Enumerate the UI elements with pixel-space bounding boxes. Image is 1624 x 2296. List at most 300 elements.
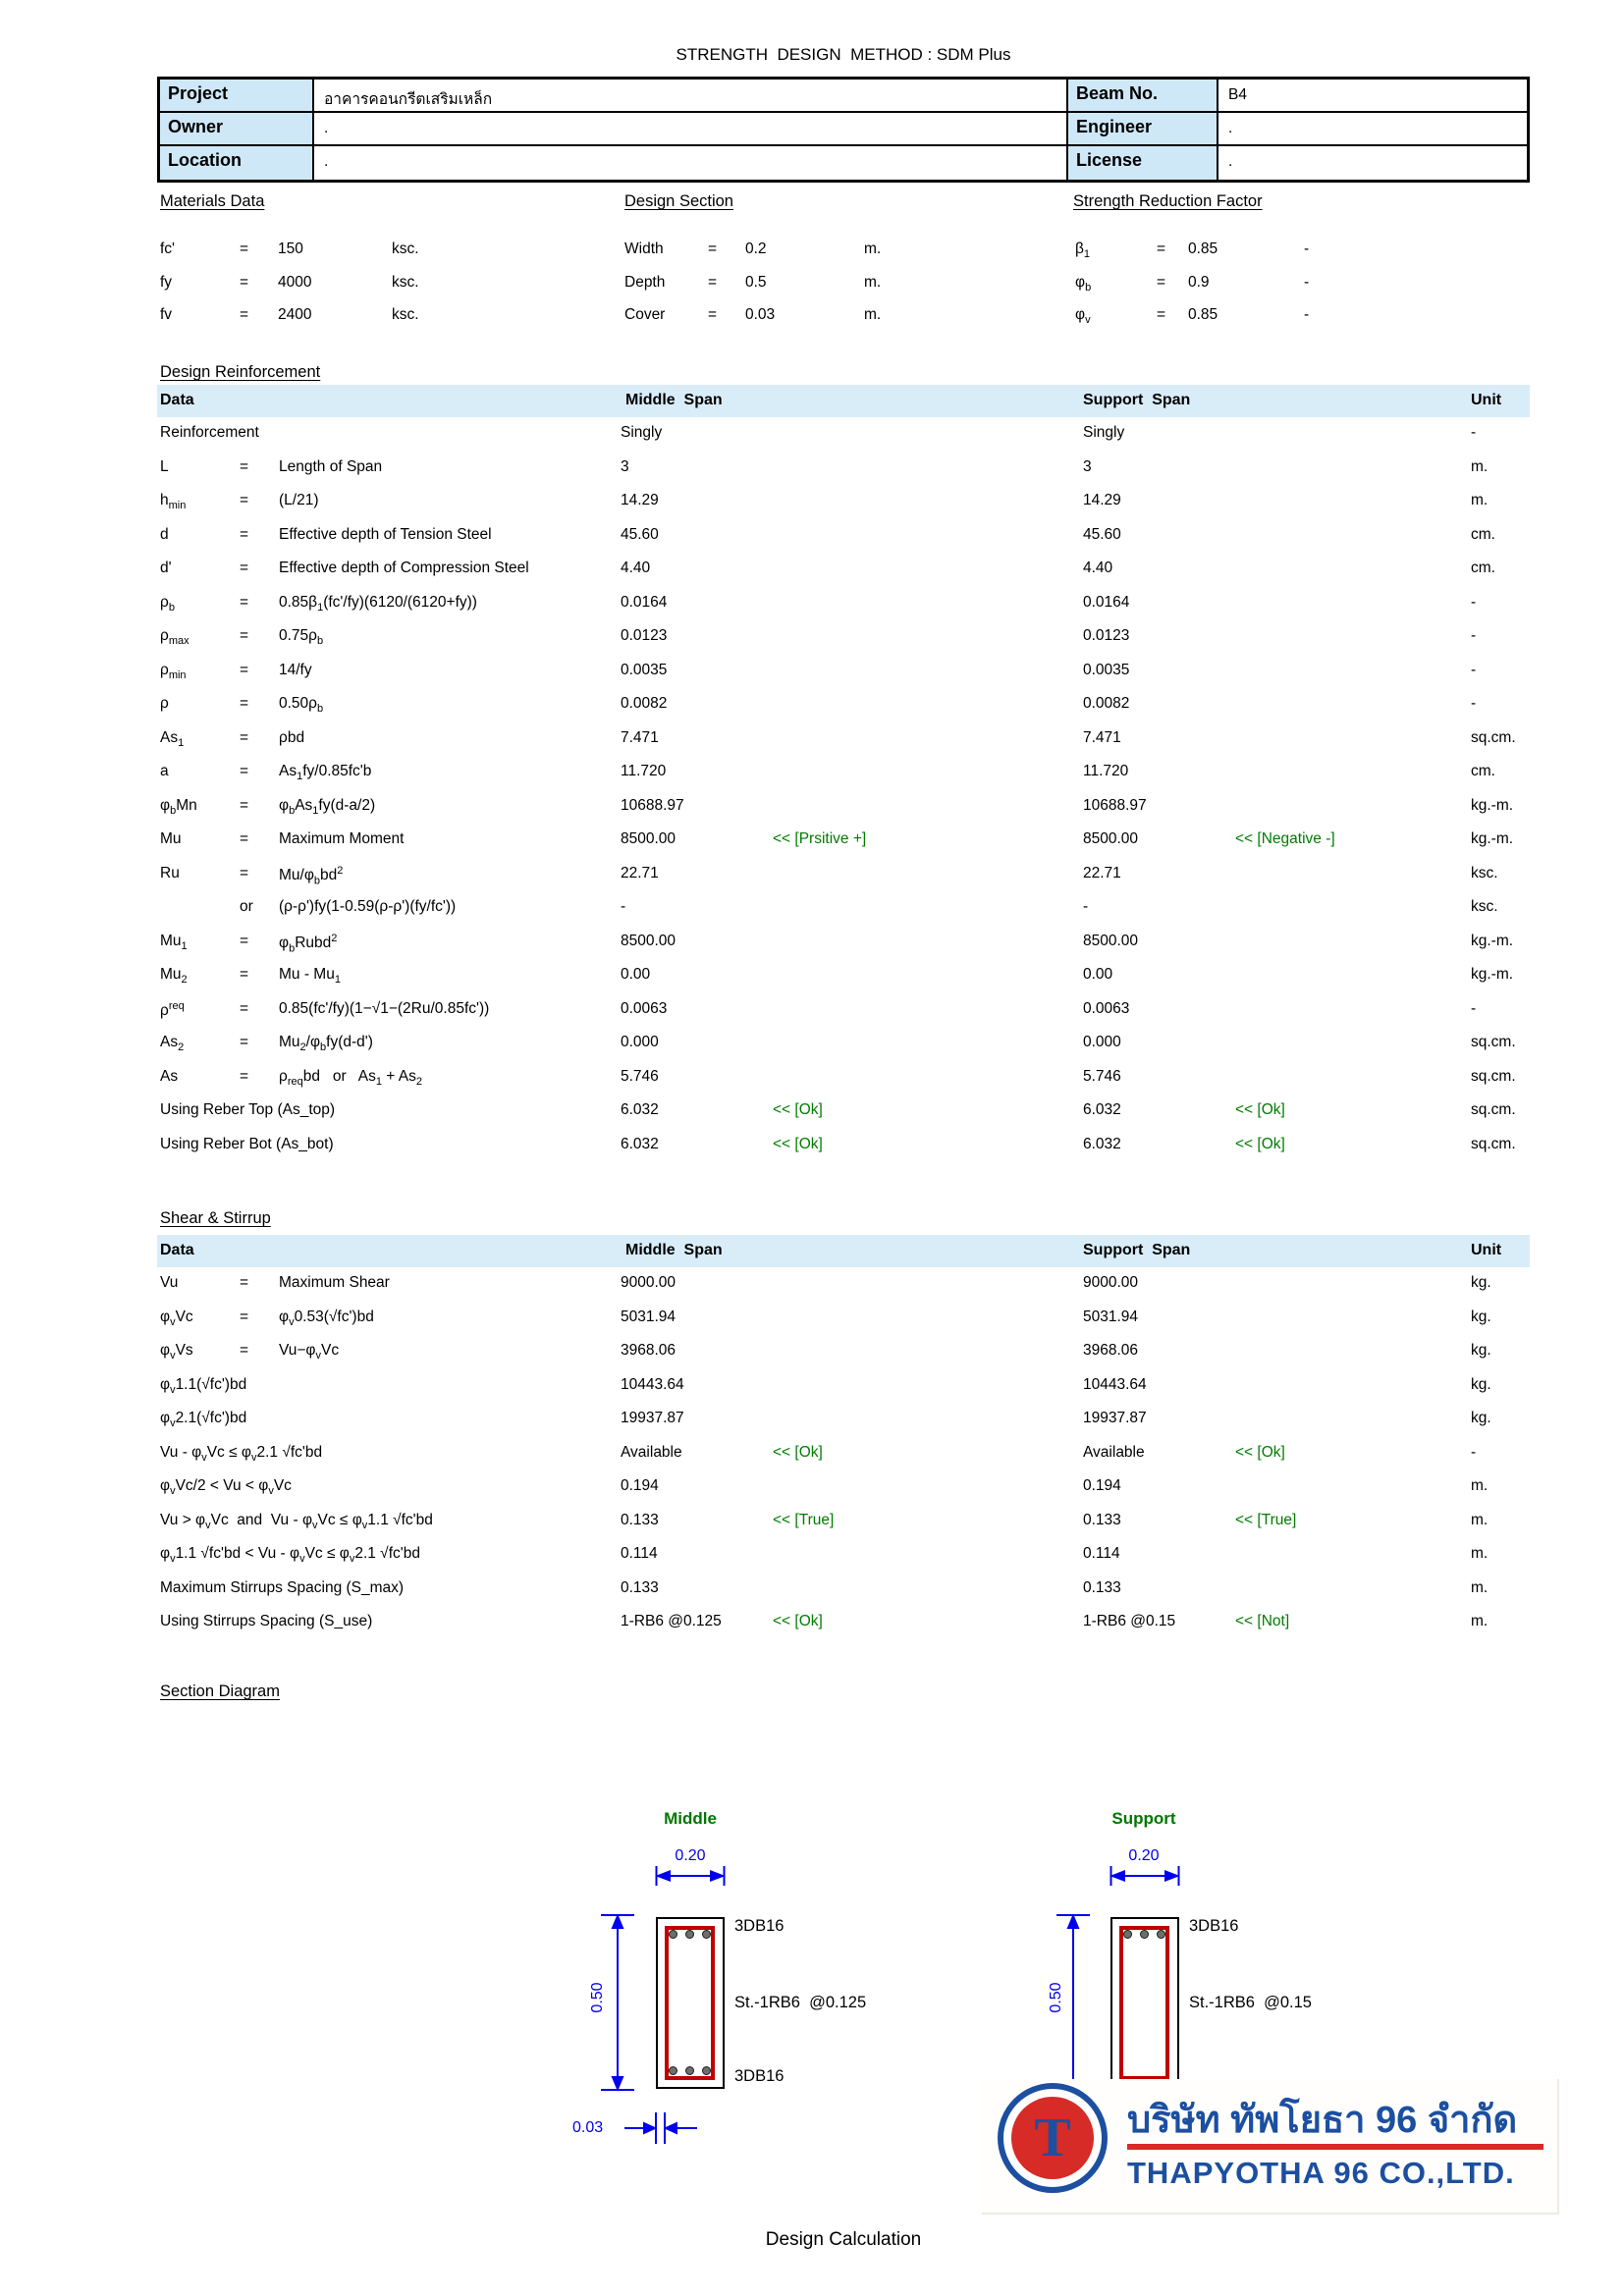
support-span-value: 22.71 <box>1083 864 1121 881</box>
table-row <box>157 1335 1530 1369</box>
support-span-value: 3 <box>1083 457 1092 475</box>
table-row <box>157 1403 1530 1437</box>
row-unit: kg.-m. <box>1471 966 1514 983</box>
middle-span-value: - <box>621 898 626 915</box>
row-symbol: $\varphi_vVc$ <box>160 1308 193 1328</box>
materials-row <box>160 267 572 300</box>
row-equals: = <box>240 932 249 949</box>
param-symbol: $\beta_1$ <box>1075 240 1091 261</box>
table-row <box>157 1027 1530 1061</box>
row-unit: - <box>1471 424 1477 441</box>
reduction-row <box>1075 234 1399 267</box>
row-formula: Effective depth of Compression Steel <box>279 560 529 576</box>
middle-height-dim: 0.50 <box>589 1982 606 2013</box>
row-unit: kg. <box>1471 1375 1491 1393</box>
param-symbol: Depth <box>624 273 666 291</box>
param-symbol: fv <box>160 306 173 323</box>
middle-stirrup-label: St.-1RB6 @0.125 <box>734 1994 867 2011</box>
middle-span-value: 6.032 <box>621 1101 659 1118</box>
table-row <box>157 722 1530 757</box>
row-unit: cm. <box>1471 525 1495 543</box>
param-value: 0.9 <box>1188 273 1210 291</box>
support-span-value: 0.0035 <box>1083 661 1130 678</box>
row-unit: m. <box>1471 457 1489 475</box>
table-row <box>157 620 1530 655</box>
row-symbol: $\rho_b$ <box>160 593 175 614</box>
table-row <box>157 485 1530 519</box>
owner-label: Owner <box>160 113 314 146</box>
middle-span-value: 0.00 <box>621 966 651 983</box>
row-equals: = <box>240 1067 249 1085</box>
support-span-value: 5.746 <box>1083 1067 1121 1085</box>
param-value: 0.85 <box>1188 240 1218 257</box>
equals-sign: = <box>708 273 718 291</box>
row-formula: 14/fy <box>279 661 312 678</box>
row-symbol: $\rho_{max}$ <box>160 627 189 648</box>
table-row <box>157 452 1530 486</box>
row-formula: Maximum Moment <box>279 830 405 847</box>
col-middle-span: Middle Span <box>625 392 723 408</box>
middle-span-value: 14.29 <box>621 492 659 508</box>
support-span-value: 0.114 <box>1083 1545 1120 1562</box>
row-formula: ρbd <box>279 728 305 746</box>
param-value: 4000 <box>278 273 312 291</box>
row-unit: cm. <box>1471 763 1495 779</box>
location-value: . <box>314 146 1068 180</box>
middle-span-value: 10688.97 <box>621 796 684 814</box>
row-unit: - <box>1471 627 1477 644</box>
middle-span-value: 0.0082 <box>621 695 668 712</box>
row-formula: Length of Span <box>279 457 383 475</box>
middle-span-value: 0.000 <box>621 1034 659 1050</box>
middle-span-value: 45.60 <box>621 525 659 543</box>
table-row <box>157 1437 1530 1471</box>
row-unit: m. <box>1471 1477 1489 1494</box>
middle-span-value: 4.40 <box>621 560 651 576</box>
table-row <box>157 790 1530 825</box>
row-equals: = <box>240 763 249 779</box>
shear-heading: Shear & Stirrup <box>160 1209 271 1227</box>
row-symbol: $\varphi_bMn$ <box>160 796 197 817</box>
middle-span-value: 0.0063 <box>621 999 668 1017</box>
rebar-dot <box>1140 1930 1149 1939</box>
row-unit: kg.-m. <box>1471 932 1514 949</box>
row-symbol: $\varphi_vVs$ <box>160 1342 193 1362</box>
row-symbol: $\rho^{req}$ <box>160 999 185 1019</box>
support-span-value: 0.0082 <box>1083 695 1130 712</box>
param-unit: - <box>1304 273 1310 291</box>
row-symbol: $h_{min}$ <box>160 492 187 512</box>
support-span-value: 19937.87 <box>1083 1410 1147 1426</box>
row-symbol: $Vu > \varphi_vVc$ and $Vu - \varphi_vVc \le \varphi_v1.1$ √fc'bd <box>160 1511 433 1531</box>
license-label: License <box>1068 146 1218 180</box>
row-formula: 0.85(fc'/fy)(1−√1−(2Ru/0.85fc')) <box>279 999 490 1017</box>
row-unit: sq.cm. <box>1471 728 1516 746</box>
row-equals: = <box>240 492 249 508</box>
row-formula: Maximum Shear <box>279 1274 390 1291</box>
support-span-value: 0.194 <box>1083 1477 1121 1494</box>
row-symbol: $\varphi_v2.1(√fc')bd$ <box>160 1410 247 1430</box>
param-unit: m. <box>864 273 882 291</box>
middle-span-value: 0.133 <box>621 1511 659 1528</box>
support-beam-section <box>1110 1917 1179 2089</box>
middle-span-value: 3968.06 <box>621 1342 677 1359</box>
row-formula: $Vu-\varphi_vVc$ <box>279 1342 340 1362</box>
equals-sign: = <box>1157 240 1166 257</box>
row-symbol: ρ <box>160 695 169 712</box>
table-row <box>157 1606 1530 1640</box>
table-row <box>157 1538 1530 1573</box>
table-row <box>157 587 1530 621</box>
middle-span-value: 19937.87 <box>621 1410 684 1426</box>
row-formula: $Mu_2/\varphi_bfy(d-d')$ <box>279 1034 373 1054</box>
row-symbol: Reinforcement <box>160 424 259 441</box>
middle-span-value: 7.471 <box>621 728 659 746</box>
row-unit: kg. <box>1471 1342 1491 1359</box>
row-equals: = <box>240 728 249 746</box>
row-unit: sq.cm. <box>1471 1135 1516 1152</box>
support-width-arrow <box>1110 1866 1180 1886</box>
row-unit: sq.cm. <box>1471 1067 1516 1085</box>
equals-sign: = <box>240 273 249 291</box>
middle-span-value: 0.0123 <box>621 627 668 644</box>
support-section-title: Support <box>1111 1809 1176 1828</box>
table-row <box>157 993 1530 1028</box>
param-symbol: fy <box>160 273 173 291</box>
middle-width-arrow <box>655 1866 726 1886</box>
middle-span-value: 3 <box>621 457 629 475</box>
middle-span-value: 0.133 <box>621 1578 659 1596</box>
support-span-value: Singly <box>1083 424 1125 441</box>
logo-ring <box>998 2083 1108 2193</box>
row-symbol: Maximum Stirrups Spacing (S_max) <box>160 1578 405 1596</box>
support-span-value: 8500.00 <box>1083 830 1139 847</box>
design-section-block <box>624 234 998 333</box>
middle-span-note: << [Ok] <box>773 1101 823 1118</box>
rebar-dot <box>702 2066 711 2075</box>
rebar-dot <box>669 2066 677 2075</box>
middle-span-value: 8500.00 <box>621 830 677 847</box>
row-unit: - <box>1471 1443 1477 1461</box>
col-support-span: Support Span <box>1083 392 1191 408</box>
row-symbol: Ru <box>160 864 180 881</box>
middle-span-value: 9000.00 <box>621 1274 677 1291</box>
support-span-value: 14.29 <box>1083 492 1121 508</box>
table-row <box>157 959 1530 993</box>
middle-span-value: 5031.94 <box>621 1308 677 1325</box>
row-equals: = <box>240 457 249 475</box>
support-span-value: 45.60 <box>1083 525 1121 543</box>
row-symbol: Vu <box>160 1274 179 1291</box>
middle-span-value: 6.032 <box>621 1135 659 1152</box>
location-label: Location <box>160 146 314 180</box>
header-info-table <box>157 77 1530 183</box>
support-span-value: 0.000 <box>1083 1034 1121 1050</box>
row-symbol: $As_2$ <box>160 1034 185 1054</box>
design-section-row <box>624 299 998 333</box>
beam-no-value: B4 <box>1218 80 1529 113</box>
param-unit: m. <box>864 306 882 323</box>
col-support-span: Support Span <box>1083 1242 1191 1258</box>
table-row <box>157 1369 1530 1404</box>
row-formula: $\rho_{req}bd$ or $As_1 + As_2$ <box>279 1067 422 1088</box>
row-unit: - <box>1471 695 1477 712</box>
param-value: 0.2 <box>745 240 767 257</box>
support-span-value: 0.133 <box>1083 1511 1121 1528</box>
support-span-value: 0.0123 <box>1083 627 1130 644</box>
row-unit: kg. <box>1471 1308 1491 1325</box>
rebar-dot <box>685 2066 694 2075</box>
logo-red-circle <box>1011 2097 1094 2179</box>
reinforcement-heading: Design Reinforcement <box>160 363 321 381</box>
row-symbol: $\varphi_v1.1(√fc')bd$ <box>160 1375 247 1396</box>
middle-span-value: 8500.00 <box>621 932 677 949</box>
row-unit: sq.cm. <box>1471 1101 1516 1118</box>
support-span-value: 1-RB6 @0.15 <box>1083 1613 1176 1629</box>
row-unit: ksc. <box>1471 898 1498 915</box>
row-formula: $\varphi_v0.53(√fc')bd$ <box>279 1308 374 1328</box>
row-unit: m. <box>1471 1578 1489 1596</box>
table-row <box>157 1573 1530 1607</box>
row-equals: = <box>240 1342 249 1359</box>
row-symbol: $Mu_2$ <box>160 966 188 987</box>
row-unit: - <box>1471 999 1477 1017</box>
param-value: 0.03 <box>745 306 776 323</box>
row-formula: $0.85\beta_1(fc'/fy)(6120/(6120+fy))$ <box>279 593 477 614</box>
middle-span-value: 0.0164 <box>621 593 668 611</box>
design-section-row <box>624 267 998 300</box>
row-formula: Effective depth of Tension Steel <box>279 525 492 543</box>
table-row <box>157 655 1530 689</box>
row-symbol: $\varphi_vVc/2 < Vu < \varphi_vVc$ <box>160 1477 292 1498</box>
row-equals: = <box>240 796 249 814</box>
project-label: Project <box>160 80 314 113</box>
middle-cover-arrow <box>617 2110 707 2146</box>
row-formula: $0.75\rho_b$ <box>279 627 324 648</box>
materials-row <box>160 299 572 333</box>
reinforcement-table <box>157 417 1530 1162</box>
beam-no-label: Beam No. <box>1068 80 1218 113</box>
logo-english-name: THAPYOTHA 96 CO.,LTD. <box>1127 2156 1515 2190</box>
support-span-value: 11.720 <box>1083 763 1129 779</box>
support-span-value: 7.471 <box>1083 728 1121 746</box>
col-data: Data <box>160 1242 194 1258</box>
support-span-value: 0.0164 <box>1083 593 1130 611</box>
param-value: 150 <box>278 240 303 257</box>
support-span-value: 0.0063 <box>1083 999 1130 1017</box>
middle-stirrup <box>665 1926 715 2080</box>
equals-sign: = <box>240 240 249 257</box>
support-span-value: 9000.00 <box>1083 1274 1139 1291</box>
param-unit: - <box>1304 240 1310 257</box>
rebar-dot <box>1157 1930 1165 1939</box>
table-row <box>157 926 1530 960</box>
logo-monogram: T <box>1034 2108 1071 2168</box>
param-unit: ksc. <box>392 273 419 291</box>
row-unit: kg.-m. <box>1471 796 1514 814</box>
row-formula: $0.50\rho_b$ <box>279 695 324 716</box>
row-unit: kg. <box>1471 1274 1491 1291</box>
middle-top-bars-label: 3DB16 <box>734 1917 785 1935</box>
support-span-value: - <box>1083 898 1089 915</box>
row-formula: (ρ-ρ')fy(1-0.59(ρ-ρ')(fy/fc')) <box>279 898 457 915</box>
middle-span-note: << [Prsitive +] <box>773 830 867 847</box>
table-row <box>157 824 1530 858</box>
row-equals: or <box>240 898 253 915</box>
col-middle-span: Middle Span <box>625 1242 723 1258</box>
support-span-value: 6.032 <box>1083 1135 1121 1152</box>
table-row <box>157 553 1530 587</box>
middle-span-note: << [Ok] <box>773 1613 823 1629</box>
engineer-label: Engineer <box>1068 113 1218 146</box>
middle-cover-dim: 0.03 <box>572 2119 604 2136</box>
middle-bottom-bars-label: 3DB16 <box>734 2067 785 2085</box>
rebar-dot <box>702 1930 711 1939</box>
equals-sign: = <box>1157 273 1166 291</box>
row-equals: = <box>240 695 249 712</box>
row-equals: = <box>240 1034 249 1050</box>
reduction-block <box>1075 234 1399 333</box>
row-symbol: $\rho_{min}$ <box>160 661 187 681</box>
table-row <box>157 891 1530 926</box>
row-equals: = <box>240 864 249 881</box>
row-unit: kg. <box>1471 1410 1491 1426</box>
row-symbol: Using Stirrups Spacing (S_use) <box>160 1613 373 1629</box>
row-symbol: As <box>160 1067 179 1085</box>
row-symbol: $\varphi_v1.1$ $√fc'bd < Vu - \varphi_vVc \le \varphi_v2.1$ √fc'bd <box>160 1545 420 1566</box>
row-unit: m. <box>1471 1511 1489 1528</box>
row-equals: = <box>240 830 249 847</box>
support-width-dim: 0.20 <box>1128 1847 1160 1864</box>
param-symbol: Cover <box>624 306 666 323</box>
support-height-dim: 0.50 <box>1048 1982 1064 2013</box>
param-symbol: fc' <box>160 240 176 257</box>
support-stirrup-label: St.-1RB6 @0.15 <box>1189 1994 1312 2011</box>
footer-text: Design Calculation <box>765 2229 922 2250</box>
row-equals: = <box>240 1308 249 1325</box>
row-symbol: L <box>160 457 169 475</box>
diagram-heading: Section Diagram <box>160 1682 280 1700</box>
middle-span-value: 0.114 <box>621 1545 658 1562</box>
row-symbol: d' <box>160 560 172 576</box>
license-value: . <box>1228 153 1233 170</box>
middle-section-title: Middle <box>664 1809 717 1828</box>
row-symbol: $Vu - \varphi_vVc \le \varphi_v2.1$ √fc'bd <box>160 1443 323 1464</box>
col-unit: Unit <box>1471 392 1502 408</box>
table-row <box>157 1302 1530 1336</box>
table-row <box>157 1267 1530 1302</box>
middle-span-value: 10443.64 <box>621 1375 684 1393</box>
param-value: 0.5 <box>745 273 767 291</box>
support-stirrup <box>1119 1926 1169 2080</box>
materials-heading: Materials Data <box>160 192 265 210</box>
table-row <box>157 1470 1530 1505</box>
row-equals: = <box>240 525 249 543</box>
support-span-value: 6.032 <box>1083 1101 1121 1118</box>
middle-span-note: << [True] <box>773 1511 835 1528</box>
rebar-dot <box>669 1930 677 1939</box>
design-section-heading: Design Section <box>624 192 733 210</box>
table-row <box>157 1095 1530 1129</box>
param-unit: ksc. <box>392 306 419 323</box>
col-data: Data <box>160 392 194 408</box>
param-unit: ksc. <box>392 240 419 257</box>
middle-width-dim: 0.20 <box>675 1847 706 1864</box>
middle-beam-section <box>656 1917 725 2089</box>
row-formula: $Mu/\varphi_bbd^2$ <box>279 864 344 886</box>
row-unit: m. <box>1471 1545 1489 1562</box>
support-span-note: << [Not] <box>1235 1613 1290 1629</box>
row-unit: ksc. <box>1471 864 1498 881</box>
row-unit: kg.-m. <box>1471 830 1514 847</box>
middle-span-value: 1-RB6 @0.125 <box>621 1613 722 1629</box>
design-section-row <box>624 234 998 267</box>
support-span-value: 3968.06 <box>1083 1342 1139 1359</box>
row-symbol: $As_1$ <box>160 728 185 749</box>
logo-divider <box>1127 2144 1543 2150</box>
row-formula: (L/21) <box>279 492 319 508</box>
row-unit: - <box>1471 593 1477 611</box>
middle-span-value: 0.0035 <box>621 661 668 678</box>
table-row <box>157 1129 1530 1163</box>
engineer-value: . <box>1218 113 1529 146</box>
support-span-value: 10443.64 <box>1083 1375 1147 1393</box>
company-logo <box>982 2079 1559 2215</box>
row-symbol: a <box>160 763 169 779</box>
row-equals: = <box>240 661 249 678</box>
materials-block <box>160 234 572 333</box>
row-equals: = <box>240 1274 249 1291</box>
support-span-value: 4.40 <box>1083 560 1113 576</box>
owner-value: . <box>314 113 1068 146</box>
support-span-value: 0.00 <box>1083 966 1113 983</box>
equals-sign: = <box>1157 306 1166 323</box>
document-title: STRENGTH DESIGN METHOD : SDM Plus <box>676 45 1011 64</box>
table-row <box>157 688 1530 722</box>
project-value: อาคารคอนกรีตเสริมเหล็ก <box>314 80 1068 113</box>
logo-thai-name: บริษัท ทัพโยธา 96 จำกัด <box>1127 2100 1518 2141</box>
materials-row <box>160 234 572 267</box>
row-unit: sq.cm. <box>1471 1034 1516 1050</box>
reduction-row <box>1075 267 1399 300</box>
middle-span-value: 11.720 <box>621 763 667 779</box>
support-span-note: << [True] <box>1235 1511 1297 1528</box>
reduction-heading: Strength Reduction Factor <box>1073 192 1263 210</box>
row-symbol: Using Reber Bot (As_bot) <box>160 1135 334 1152</box>
table-row <box>157 519 1530 554</box>
row-unit: cm. <box>1471 560 1495 576</box>
param-value: 2400 <box>278 306 312 323</box>
middle-span-value: Available <box>621 1443 682 1461</box>
shear-column-header <box>157 1235 1530 1267</box>
row-formula: $\varphi_bAs_1fy(d-a/2)$ <box>279 796 376 817</box>
support-span-value: 8500.00 <box>1083 932 1139 949</box>
row-symbol: Mu <box>160 830 182 847</box>
reduction-row <box>1075 299 1399 333</box>
middle-span-value: Singly <box>621 424 663 441</box>
middle-span-value: 5.746 <box>621 1067 659 1085</box>
param-symbol: $\varphi_v$ <box>1075 306 1091 327</box>
param-symbol: Width <box>624 240 664 257</box>
row-unit: - <box>1471 661 1477 678</box>
support-span-note: << [Negative -] <box>1235 830 1335 847</box>
row-symbol: $Mu_1$ <box>160 932 188 952</box>
row-equals: = <box>240 999 249 1017</box>
middle-span-value: 0.194 <box>621 1477 659 1494</box>
row-equals: = <box>240 560 249 576</box>
support-top-bars-label: 3DB16 <box>1189 1917 1239 1935</box>
param-unit: m. <box>864 240 882 257</box>
